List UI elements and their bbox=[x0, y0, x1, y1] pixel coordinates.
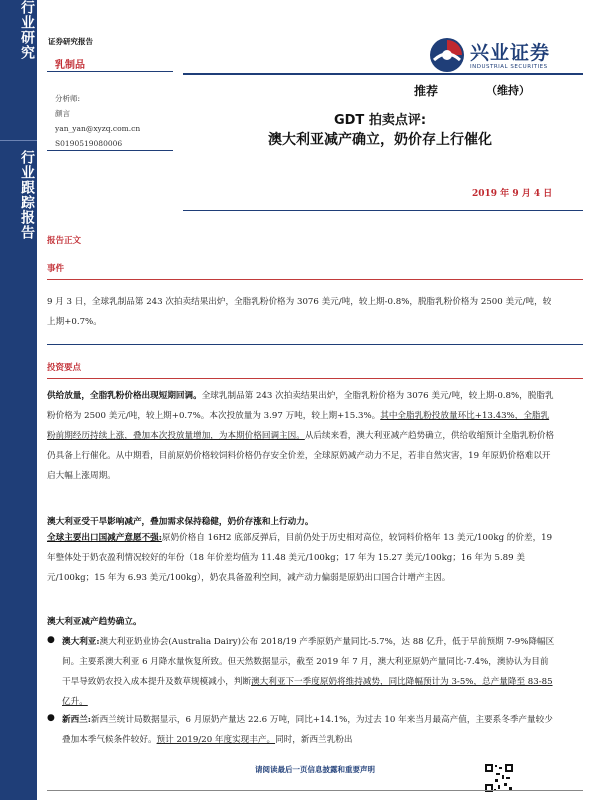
paragraph-supply-lead: 供给放量，全脂乳粉价格出现短期回调。 bbox=[47, 391, 202, 401]
footer-rule bbox=[47, 790, 583, 791]
left-sidebar bbox=[0, 0, 37, 800]
brand-logo-icon bbox=[428, 36, 466, 74]
bullet-australia-lead: 澳大利亚: bbox=[62, 637, 100, 647]
section-report-body: 报告正文 bbox=[47, 236, 82, 246]
analyst-info bbox=[55, 91, 140, 151]
bullet-australia bbox=[62, 632, 557, 712]
report-date: 2019 年 9 月 4 日 bbox=[472, 189, 553, 199]
rating-label: 推荐 bbox=[414, 84, 439, 98]
sidebar-top-text: 行业研究 bbox=[19, 0, 35, 60]
brand-name-en: INDUSTRIAL SECURITIES bbox=[470, 64, 548, 70]
analyst-cert: S0190519080006 bbox=[55, 139, 123, 148]
paragraph-drought-heading: 澳大利亚受干旱影响减产，叠加需求保持稳健，奶价存涨和上行动力。 bbox=[47, 517, 314, 527]
footer-disclaimer: 请阅读最后一页信息披露和重要声明 bbox=[255, 765, 375, 774]
header-left-rule bbox=[47, 71, 173, 72]
paragraph-supply bbox=[47, 386, 557, 486]
report-type: 证券研究报告 bbox=[48, 37, 93, 46]
title-line-1: GDT 拍卖点评: bbox=[333, 113, 427, 128]
date-rule bbox=[183, 210, 583, 211]
paragraph-drought bbox=[47, 528, 557, 588]
paragraph-drought-text: 原奶价格自 16H2 底部反弹后，目前仍处于历史相对高位，较饲料价格年 13 美元/100kg 的价差，19 年整体处于奶农盈利情况较好的年份（18 年价差均值为 11.48 美元/100kg；17 年为 15.27 美元/100kg；16 年为 5.89 美元/100kg；15 年为 6.93 美元/100kg），奶农具备盈利空间，减产动力偏弱是原奶出口国合计增产主因。 bbox=[47, 533, 553, 583]
investment-rule bbox=[47, 378, 583, 379]
title-line-2: 澳大利亚减产确立，奶价存上行催化 bbox=[268, 132, 492, 148]
report-title bbox=[180, 112, 580, 150]
paragraph-supply-rest: 从后续来看，澳大利亚减产趋势确立，供给收缩预计全脂乳粉价格仍具备上行催化。从中期看，目前原奶价格较饲料价格仍存安全价差，全球原奶减产动力不足，若非自然灾害，19 年原奶价格难以开启大幅上涨周期。 bbox=[47, 431, 555, 481]
bullet-new-zealand bbox=[62, 710, 557, 750]
paragraph-australia-heading: 澳大利亚减产趋势确立。 bbox=[47, 617, 142, 627]
sidebar-divider bbox=[0, 140, 37, 141]
brand-name-cn: 兴业证券 bbox=[470, 42, 551, 64]
qr-code-icon bbox=[484, 763, 514, 793]
bullet-dot-icon: ● bbox=[47, 713, 55, 723]
sidebar-middle-text: 行业跟踪报告 bbox=[19, 150, 35, 240]
section-investment-points: 投资要点 bbox=[47, 363, 82, 373]
paragraph-drought-lead: 全球主要出口国减产意愿不强: bbox=[47, 533, 162, 543]
bullet-nz-text: 新西兰统计局数据显示，6 月原奶产量达 22.6 万吨，同比+14.1%，为过去 10 年来当月最高产值，主要系冬季产量较少叠加本季气候条件较好。 bbox=[62, 715, 553, 745]
paragraph-supply-text: 全球乳制品第 243 次拍卖结果出炉，全脂乳粉价格为 3076 美元/吨，较上期-0.8%，脱脂乳粉价格为 2500 美元/吨，较上期+0.7%。本次投放量为 3.97 万吨，较上期+15.3%。 bbox=[47, 391, 554, 421]
bullet-australia-text: 澳大利亚奶业协会(Australia Dairy)公布 2018/19 产季原奶产量同比-5.7%，达 88 亿升，低于早前预期 7-9%降幅区间。主要系澳大利亚 6 月降水量恢复所致。但天然数据显示，截至 2019 年 7 月，澳大利亚原奶产量同比-7.4%，澳协认为目前干旱导致奶农投入成本提升及数草规模减小，判断 bbox=[62, 637, 555, 687]
analyst-name: 颜言 bbox=[55, 109, 70, 118]
event-rule bbox=[47, 279, 583, 280]
analyst-email: yan_yan@xyzq.com.cn bbox=[55, 124, 141, 133]
analyst-label: 分析师: bbox=[55, 94, 81, 103]
bullet-nz-rest: 同时，新西兰乳粉出 bbox=[275, 735, 353, 745]
section-divider bbox=[47, 344, 583, 345]
brand-logo bbox=[428, 36, 578, 76]
rating-sub-label: （维持） bbox=[486, 84, 530, 97]
section-event: 事件 bbox=[47, 264, 65, 274]
bullet-dot-icon: ● bbox=[47, 635, 55, 645]
bullet-australia-underlined: 澳大利亚下一季度原奶将维持减势，同比降幅预计为 3-5%，总产量降至 83-85 亿升。 bbox=[62, 677, 553, 707]
bullet-nz-lead: 新西兰: bbox=[62, 715, 91, 725]
header-rule bbox=[183, 73, 583, 75]
paragraph-supply-underlined: 其中全脂乳粉投放量环比+13.43%，全脂乳粉前期经历持续上涨，叠加本次投放量增加，为本期价格回调主因。 bbox=[47, 411, 550, 441]
bullet-nz-underlined: 预计 2019/20 年度实现丰产。 bbox=[156, 735, 276, 745]
analyst-rule bbox=[47, 150, 173, 151]
report-category: 乳制品 bbox=[55, 60, 85, 71]
event-paragraph: 9 月 3 日，全球乳制品第 243 次拍卖结果出炉，全脂乳粉价格为 3076 美元/吨，较上期-0.8%，脱脂乳粉价格为 2500 美元/吨，较上期+0.7%。 bbox=[47, 297, 552, 327]
